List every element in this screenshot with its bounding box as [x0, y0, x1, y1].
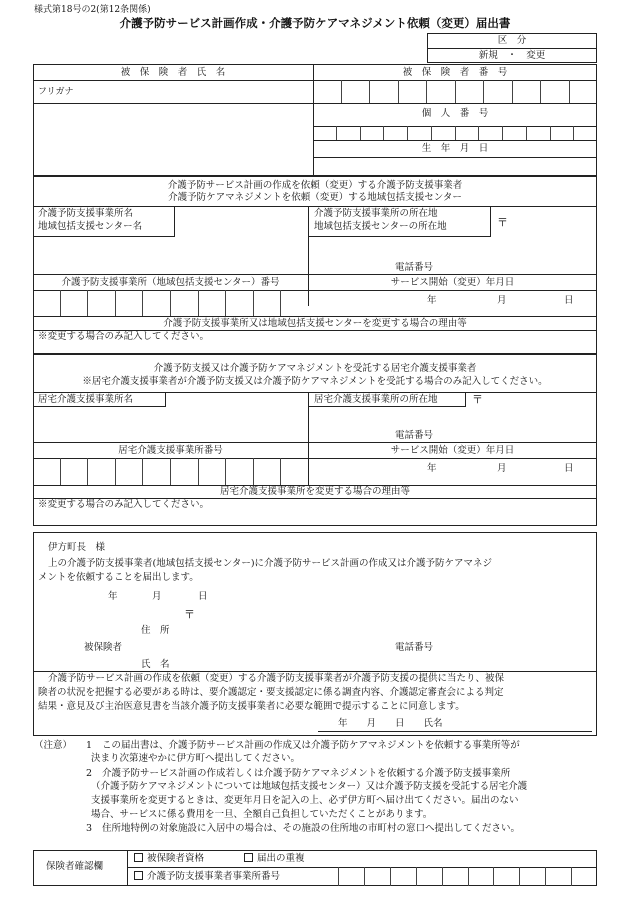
- note2-line2: （介護予防ケアマネジメントについては地域包括支援センター）又は介護予防支援を受託する居宅介護: [91, 781, 528, 792]
- insured-name-field[interactable]: [34, 104, 312, 175]
- s1-phone-label: 電話番号: [395, 262, 434, 273]
- note1-line1: この届出書は、介護予防サービス計画の作成又は介護予防ケアマネジメントを依頼する事業所等が: [102, 740, 520, 751]
- note2-line3: 支援事業所を変更するときは、変更年月日を記入の上、必ず伊方町へ届け出てください。届出のない: [91, 795, 519, 806]
- section2-heading1: 介護予防支援又は介護予防ケアマネジメントを受託する居宅介護支援事業者: [153, 363, 477, 374]
- personal-number-label: 個 人 番 号: [421, 108, 489, 119]
- s1-year: 年: [427, 295, 437, 306]
- note3-number: 3: [86, 823, 93, 834]
- s1-start-date-label: サービス開始（変更）年月日: [390, 277, 515, 288]
- consent-line1: 介護予防サービス計画の作成を依頼（変更）する介護予防支援事業者が介護予防支援の提供に当たり、被保: [48, 673, 505, 684]
- declaration-body2: メントを依頼することを届出します。: [38, 572, 199, 583]
- s1-day: 日: [564, 295, 574, 306]
- insured-number-cells[interactable]: [313, 80, 597, 103]
- note2-line1: 介護予防サービス計画の作成若しくは介護予防ケアマネジメントを依頼する介護予防支援事業所: [102, 768, 511, 779]
- consent-line3: 結果・意見及び主治医意見書を当該介護予防支援事業者に必要な範囲で提示することに同意します。: [38, 701, 465, 712]
- s1-office-name-label1: 介護予防支援事業所名: [38, 208, 134, 219]
- s2-office-number-label: 居宅介護支援事業所番号: [118, 445, 223, 456]
- confirm-check3[interactable]: 介護予防支援事業者事業所番号: [134, 871, 280, 883]
- kubun-label: 区 分: [497, 35, 527, 46]
- s2-reason-label: 居宅介護支援事業所を変更する場合の理由等: [219, 486, 410, 497]
- note2-line4: 場合、サービスに係る費用を一旦、全額自己負担していただくことがあります。: [91, 809, 433, 820]
- s2-month: 月: [497, 463, 507, 474]
- decl-postal-mark: 〒: [184, 608, 195, 621]
- s2-phone-label: 電話番号: [395, 430, 434, 441]
- insured-name-label: 被 保 険 者 氏 名: [120, 67, 226, 78]
- s1-postal-mark: 〒: [497, 216, 508, 229]
- furigana-label: フリガナ: [38, 87, 74, 97]
- confirm-check2[interactable]: 届出の重複: [244, 853, 305, 865]
- checkbox-icon[interactable]: [134, 853, 143, 862]
- decl-insured-label: 被保険者: [84, 642, 123, 653]
- notes-lead: （注意）: [34, 740, 73, 751]
- s2-office-number-cells[interactable]: [33, 458, 308, 485]
- s1-reason-note[interactable]: ※変更する場合のみ記入してください。: [38, 331, 210, 342]
- s2-year: 年: [427, 463, 437, 474]
- addressee: 伊方町長 様: [48, 542, 106, 553]
- confirm-check1[interactable]: 被保険者資格: [134, 853, 204, 865]
- s1-month: 月: [497, 295, 507, 306]
- section1-heading2: 介護予防ケアマネジメントを依頼（変更）する地域包括支援センター: [168, 192, 462, 203]
- s1-reason-label: 介護予防支援事業所又は地域包括支援センターを変更する場合の理由等: [163, 318, 467, 329]
- s1-office-number-label: 介護予防支援事業所（地域包括支援センター）番号: [61, 277, 280, 288]
- decl-month: 月: [152, 591, 162, 602]
- confirm-label: 保険者確認欄: [46, 861, 104, 872]
- s2-postal-mark: 〒: [472, 393, 483, 406]
- decl-day: 日: [198, 591, 208, 602]
- s1-office-number-cells[interactable]: [33, 290, 308, 316]
- birthdate-label: 生 年 月 日: [421, 143, 489, 154]
- s1-office-name-label2: 地域包括支援センター名: [38, 221, 143, 232]
- s2-start-date-label: サービス開始（変更）年月日: [390, 445, 515, 456]
- decl-phone-label: 電話番号: [395, 642, 434, 653]
- section1-heading1: 介護予防サービス計画の作成を依頼（変更）する介護予防支援事業者: [167, 180, 463, 191]
- s1-address-label1: 介護予防支援事業所の所在地: [314, 208, 438, 219]
- form-number: 様式第18号の2(第12条関係): [34, 5, 151, 15]
- personal-number-cells[interactable]: [313, 126, 597, 140]
- declaration-body1: 上の介護予防支援事業者(地域包括支援センター)に介護予防サービス計画の作成又は介護予防ケアマネジ: [48, 558, 493, 569]
- s2-address-label: 居宅介護支援事業所の所在地: [314, 394, 438, 405]
- decl-name-label: 氏 名: [141, 659, 170, 670]
- checkbox-icon[interactable]: [244, 853, 253, 862]
- confirm-office-number-cells[interactable]: [338, 867, 597, 886]
- sign-line-label: 年 月 日 氏名: [338, 718, 443, 729]
- decl-address-label: 住 所: [141, 625, 170, 636]
- insured-number-label: 被 保 険 者 番 号: [402, 67, 508, 78]
- decl-year: 年: [108, 591, 118, 602]
- s2-reason-note[interactable]: ※変更する場合のみ記入してください。: [38, 499, 210, 510]
- note3-line1: 住所地特例の対象施設に入居中の場合は、その施設の住所地の市町村の窓口へ提出してください。: [102, 823, 521, 834]
- sign-line[interactable]: [318, 731, 592, 732]
- s2-day: 日: [564, 463, 574, 474]
- note1-line2: 決まり次第速やかに伊方町へ提出してください。: [91, 753, 301, 764]
- note2-number: 2: [86, 768, 93, 779]
- note1-number: 1: [86, 740, 93, 751]
- form-title: 介護予防サービス計画作成・介護予防ケアマネジメント依頼（変更）届出書: [119, 16, 511, 30]
- checkbox-icon[interactable]: [134, 871, 143, 880]
- section2-heading2: ※居宅介護支援事業者が介護予防支援又は介護予防ケアマネジメントを受託する場合のみ記入してください。: [82, 376, 548, 387]
- kubun-value[interactable]: 新規 ・ 変更: [478, 50, 546, 61]
- s1-address-label2: 地域包括支援センターの所在地: [314, 221, 447, 232]
- consent-line2: 険者の状況を把握する必要がある時は、要介護認定・要支援認定に係る調査内容、介護認定審査会による判定: [38, 687, 504, 698]
- s2-office-name-label: 居宅介護支援事業所名: [38, 394, 134, 405]
